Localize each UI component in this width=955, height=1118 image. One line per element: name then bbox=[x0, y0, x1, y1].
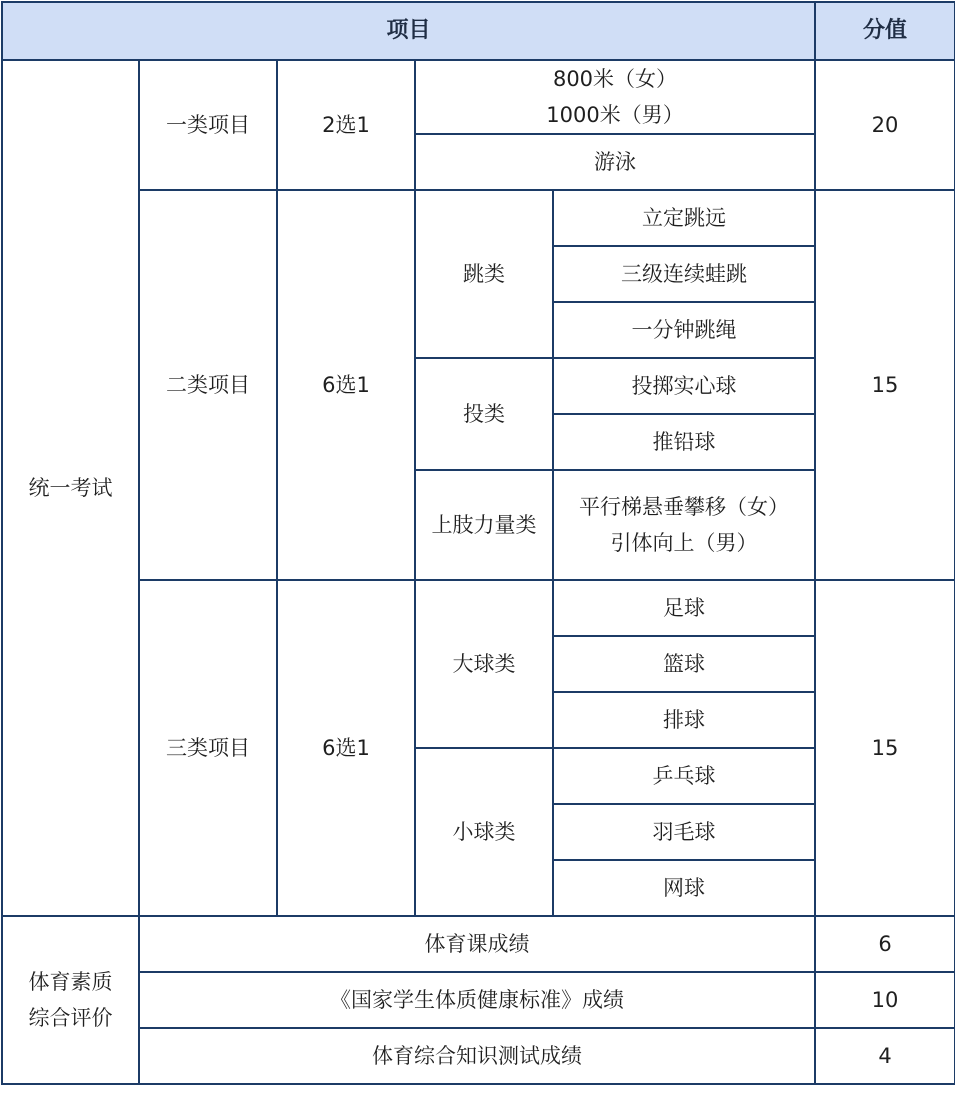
category2-score: 15 bbox=[815, 190, 955, 580]
list-item: 羽毛球 bbox=[553, 804, 815, 860]
list-item: 排球 bbox=[553, 692, 815, 748]
list-item: 投掷实心球 bbox=[553, 358, 815, 414]
header-item: 项目 bbox=[2, 2, 815, 60]
category1-name: 一类项目 bbox=[139, 60, 277, 190]
table-row bbox=[2, 580, 955, 636]
eval-item: 体育综合知识测试成绩 bbox=[139, 1028, 815, 1084]
table-row bbox=[2, 190, 955, 246]
category1-score: 20 bbox=[815, 60, 955, 190]
quality-eval-label bbox=[2, 916, 139, 1084]
list-item: 一分钟跳绳 bbox=[553, 302, 815, 358]
eval-item: 体育课成绩 bbox=[139, 916, 815, 972]
category3-choice: 6选1 bbox=[277, 580, 415, 916]
list-item: 足球 bbox=[553, 580, 815, 636]
quality-eval-label-line: 综合评价 bbox=[28, 1006, 113, 1030]
eval-score: 6 bbox=[815, 916, 955, 972]
category3-name: 三类项目 bbox=[139, 580, 277, 916]
table-row bbox=[2, 1028, 955, 1084]
unified-exam-label: 统一考试 bbox=[2, 60, 139, 916]
category2-name: 二类项目 bbox=[139, 190, 277, 580]
group-name: 跳类 bbox=[415, 190, 553, 358]
list-item: 引体向上（男） bbox=[610, 531, 758, 555]
exam-scoring-table bbox=[1, 1, 955, 1085]
list-item: 游泳 bbox=[415, 134, 815, 190]
table-row bbox=[2, 60, 955, 134]
list-item: 乒乓球 bbox=[553, 748, 815, 804]
category2-choice: 6选1 bbox=[277, 190, 415, 580]
eval-item: 《国家学生体质健康标准》成绩 bbox=[139, 972, 815, 1028]
eval-score: 10 bbox=[815, 972, 955, 1028]
list-item: 网球 bbox=[553, 860, 815, 916]
header-row bbox=[2, 2, 955, 60]
list-item: 1000米（男） bbox=[546, 103, 684, 127]
group-name: 小球类 bbox=[415, 748, 553, 916]
list-item: 立定跳远 bbox=[553, 190, 815, 246]
group-name: 上肢力量类 bbox=[415, 470, 553, 580]
eval-score: 4 bbox=[815, 1028, 955, 1084]
list-item: 篮球 bbox=[553, 636, 815, 692]
list-item: 平行梯悬垂攀移（女） bbox=[579, 495, 789, 519]
category1-choice: 2选1 bbox=[277, 60, 415, 190]
category3-score: 15 bbox=[815, 580, 955, 916]
quality-eval-label-line: 体育素质 bbox=[28, 970, 113, 994]
category1-item-running bbox=[415, 60, 815, 134]
header-score: 分值 bbox=[815, 2, 955, 60]
list-item: 推铅球 bbox=[553, 414, 815, 470]
table-row bbox=[2, 972, 955, 1028]
group-name: 投类 bbox=[415, 358, 553, 470]
table-row bbox=[2, 916, 955, 972]
group-name: 大球类 bbox=[415, 580, 553, 748]
upper-body-items bbox=[553, 470, 815, 580]
list-item: 三级连续蛙跳 bbox=[553, 246, 815, 302]
list-item: 800米（女） bbox=[552, 67, 678, 91]
